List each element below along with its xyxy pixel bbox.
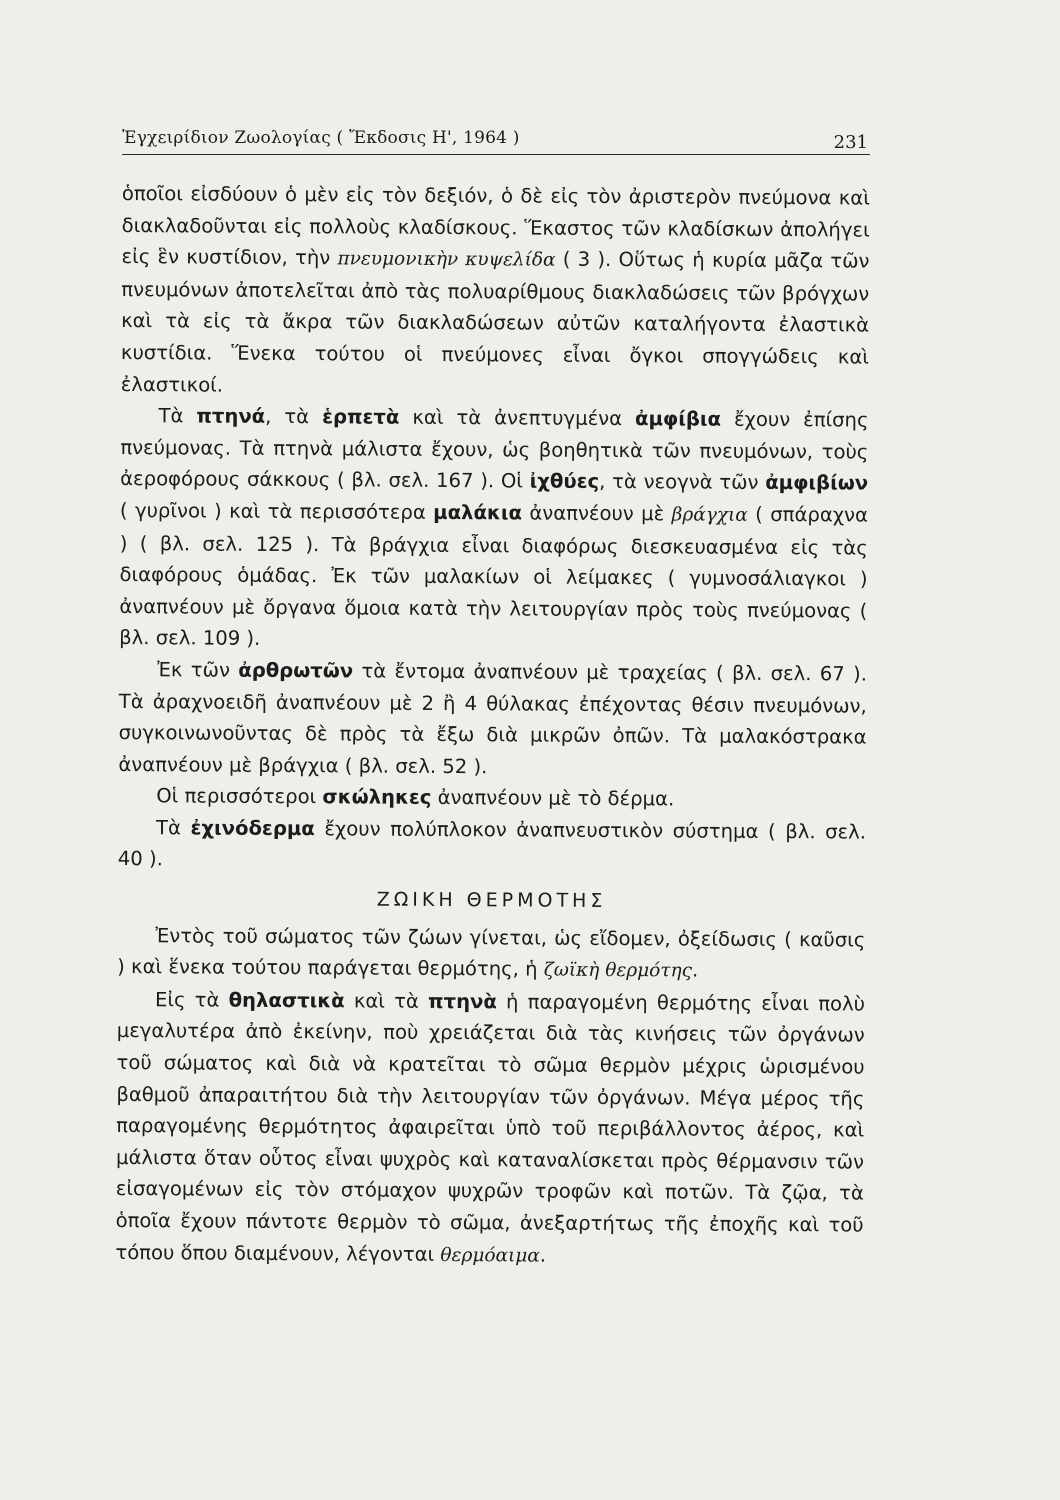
text-run: ( γυρῖνοι ) καὶ τὰ περισσότερα xyxy=(119,498,434,524)
text-run: καὶ τὰ ἀνεπτυγμένα xyxy=(399,405,636,431)
text-run: τὰ ἔντομα ἀναπνέουν μὲ τραχείας ( βλ. σελ. 67 ). Τὰ ἀραχνοειδῆ ἀναπνέουν μὲ 2 ἢ 4 θύλακας ἐπέχοντας θέσιν πνευμόνων, συγκοινωνοῦντας δὲ πρὸς τὰ ἔξω διὰ μικρῶν ὀπῶν. Τὰ μαλακόστρακα ἀναπνέουν μὲ βράγχια ( βλ. σελ. 52 ). xyxy=(118,659,868,778)
bold-term: μαλάκια xyxy=(433,500,523,525)
paragraph-animal-heat xyxy=(117,920,865,989)
italic-term: ζωϊκὴ θερμότης xyxy=(543,959,693,982)
page-number: 231 xyxy=(833,132,868,153)
paragraph-lungs xyxy=(121,178,870,405)
running-title: Ἐγχειρίδιον Ζωολογίας ( Ἔκδοσις Η', 1964 ) xyxy=(122,128,520,148)
text-run: ἔχουν πολύπλοκον ἀναπνευστικὸν σύστημα ( βλ. σελ. 40 ). xyxy=(117,817,867,871)
text-run: ἡ παραγομένη θερμότης εἶναι πολὺ μεγαλυτέρα ἀπὸ ἐκείνην, ποὺ χρειάζεται διὰ τὰς κινήσεις τῶν ὀργάνων τοῦ σώματος καὶ διὰ νὰ κρατεῖται τὸ σῶμα θερμὸν μέχρις ὡρισμένου βαθμοῦ ἀπαραιτήτου διὰ τὴν λειτουργίαν τῶν ὀργάνων. Μέγα μέρος τῆς παραγομένης θερμότητος ἀφαιρεῖται ὑπὸ τοῦ περιβάλλοντος ἀέρος, καὶ μάλιστα ὅταν οὗτος εἶναι ψυχρὸς καὶ καταναλίσκεται πρὸς θέρμανσιν τῶν εἰσαγομένων εἰς τὸν στόμαχον ψυχρῶν τροφῶν καὶ ποτῶν. Τὰ ζῷα, τὰ ὁποῖα ἔχουν πάντοτε θερμὸν τὸ σῶμα, ἀνεξαρτήτως τῆς ἐποχῆς καὶ τοῦ τόπου ὅπου διαμένουν, λέγονται xyxy=(115,990,866,1266)
bold-term: πτηνά xyxy=(196,404,266,429)
text-run: Ἐκ τῶν xyxy=(156,658,239,682)
paragraph-birds-gills xyxy=(119,400,869,658)
page-header xyxy=(122,124,870,155)
text-run: Τὰ xyxy=(158,404,197,428)
italic-term: πνευμονικὴν κυψελίδα xyxy=(337,248,556,271)
paragraph-warm-blooded xyxy=(115,984,865,1274)
bold-term: ἑρπετὰ xyxy=(322,405,400,429)
text-run: , τὰ xyxy=(265,405,323,429)
paragraph-arthropods xyxy=(118,654,867,785)
section-heading: ΖΩΙΚΗ ΘΕΡΜΟΤΗΣ xyxy=(376,888,607,913)
text-run: ἀναπνέουν μὲ xyxy=(521,501,672,526)
bold-term: θηλαστικὰ xyxy=(228,988,345,1013)
bold-term: ἰχθύες xyxy=(529,469,600,494)
body-text xyxy=(115,178,870,1274)
text-run: , τὰ νεογνὰ τῶν xyxy=(599,470,766,495)
paragraph-worms xyxy=(118,780,866,816)
bold-term: ἀμφιβίων xyxy=(765,471,869,495)
text-run: ὁποῖοι εἰσδύουν ὁ μὲν εἰς τὸν δεξιόν, ὁ δὲ εἰς τὸν ἀριστερὸν πνεύμονα καὶ διακλαδοῦνται εἰς πολλοὺς κλαδίσκους. Ἕκαστος τῶν κλαδίσκων ἀπολήγει εἰς ἓν κυστίδιον, τὴν xyxy=(121,181,870,270)
bold-term: πτηνὰ xyxy=(428,989,497,1014)
text-run: Οἱ περισσότεροι xyxy=(156,784,323,809)
text-run: ( 3 ). Οὕτως ἡ κυρία μᾶζα τῶν πνευμόνων ἀποτελεῖται ἀπὸ τὰς πολυαρίθμους διακλαδώσεις τῶν βρόγχων καὶ τὰ εἰς τὰ ἄκρα τῶν διακλαδώσεων αὐτῶν καταλήγοντα ἐλαστικὰ κυστίδια. Ἕνεκα τούτου οἱ πνεύμονες εἶναι ὄγκοι σπογγώδεις καὶ ἐλαστικοί. xyxy=(120,247,870,397)
text-run: καὶ τὰ xyxy=(344,989,429,1013)
paragraph-echinoderms xyxy=(118,812,866,880)
text-run: ἀναπνέουν μὲ τὸ δέρμα. xyxy=(431,786,675,811)
bold-term: ἐχινόδερμα xyxy=(190,816,315,841)
text-run: ( σπάραχνα ) ( βλ. σελ. 125 ). Τὰ βράγχια εἶναι διαφόρως διεσκευασμένα εἰς τὰς διαφόρους ὁμάδας. Ἐκ τῶν μαλακίων οἱ λείμακες ( γυμνοσάλιαγκοι ) ἀναπνέουν μὲ ὄργανα ὅμοια κατὰ τὴν λειτουργίαν πρὸς τοὺς πνεύμονας ( βλ. σελ. 109 ). xyxy=(119,502,869,651)
text-run: ἔχουν ἐπίσης πνεύμονας. Τὰ πτηνὰ μάλιστα ἔχουν, ὡς βοηθητικὰ τῶν πνευμόνων, τοὺς ἀεροφόρους σάκκους ( βλ. σελ. 167 ). Οἱ xyxy=(120,407,869,493)
text-run: . xyxy=(691,958,699,982)
text-run: . xyxy=(539,1243,547,1267)
italic-term: βράγχια xyxy=(671,504,748,526)
bold-term: ἀμφίβια xyxy=(634,407,722,431)
bold-term: ἀρθρωτῶν xyxy=(238,658,354,683)
text-run: Εἰς τὰ xyxy=(154,988,229,1012)
italic-term: θερμόαιμα xyxy=(440,1244,540,1267)
bold-term: σκώληκες xyxy=(322,785,432,810)
text-run: Ἐντὸς τοῦ σώματος τῶν ζώων γίνεται, ὡς εἴδομεν, ὀξείδωσις ( καῦσις ) καὶ ἕνεκα τούτου παράγεται θερμότης, ἡ xyxy=(117,923,866,981)
text-run: Τὰ xyxy=(155,816,191,840)
